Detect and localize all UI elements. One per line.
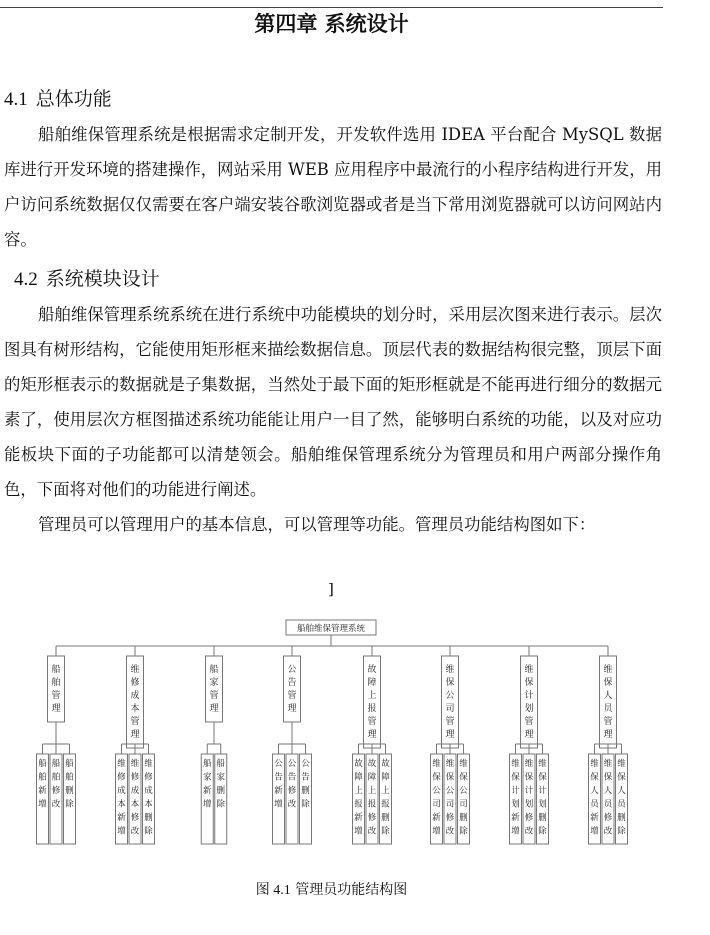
module-label-char: 保 <box>445 678 455 688</box>
module-label-char: 成 <box>130 691 140 701</box>
module-label-char: 维 <box>130 665 140 675</box>
leaf-label-char: 增 <box>274 799 283 810</box>
leaf-label-char: 维 <box>603 759 613 769</box>
module-label-char: 理 <box>209 704 219 714</box>
module-label-char: 家 <box>209 678 219 688</box>
chapter-title: 第四章 系统设计 <box>254 12 409 36</box>
leaf-label-char: 除 <box>381 826 390 837</box>
leaf-label-char: 故 <box>367 759 377 769</box>
leaf-label-char: 改 <box>130 826 140 837</box>
leaf-label-char: 新 <box>38 786 47 796</box>
leaf-label-char: 报 <box>367 799 377 810</box>
module-label-char: 理 <box>130 730 140 740</box>
module-label-char: 管 <box>51 691 61 701</box>
section-title: 总体功能 <box>35 88 112 110</box>
leaf-label-char: 维 <box>524 759 534 769</box>
leaf-label-char: 舶 <box>65 772 74 783</box>
leaf-label-char: 修 <box>445 813 455 823</box>
leaf-label-char: 保 <box>524 772 534 783</box>
leaf-label-char: 上 <box>367 786 377 796</box>
module-label-char: 管 <box>524 717 534 727</box>
leaf-label-char: 修 <box>130 813 140 823</box>
leaf-label-char: 员 <box>617 799 626 810</box>
module-label-char: 告 <box>287 678 297 688</box>
leaf-label-char: 公 <box>445 786 455 796</box>
module-label-char: 管 <box>130 717 140 727</box>
leaf-label-char: 船 <box>202 759 212 769</box>
section-title: 系统模块设计 <box>45 268 160 290</box>
leaf-label-char: 除 <box>301 799 310 810</box>
leaf-label-char: 除 <box>538 826 547 837</box>
figure-title: 管理员功能结构图 <box>295 882 408 898</box>
leaf-label-char: 计 <box>538 786 547 796</box>
leaf-label-char: 保 <box>538 772 547 783</box>
leaf-label-char: 舶 <box>51 772 61 783</box>
module-label-char: 人 <box>603 691 613 701</box>
module-label-char: 公 <box>287 665 297 675</box>
module-label-char: 上 <box>367 691 377 701</box>
leaf-label-char: 除 <box>459 826 468 837</box>
leaf-label-char: 员 <box>603 799 613 810</box>
leaf-label-char: 员 <box>590 799 599 810</box>
leaf-label-char: 改 <box>445 826 455 837</box>
leaf-label-char: 司 <box>459 799 468 810</box>
leaf-label-char: 维 <box>538 759 547 769</box>
leaf-label-char: 除 <box>65 799 74 810</box>
leaf-label-char: 删 <box>617 813 626 823</box>
module-label-char: 理 <box>287 704 297 714</box>
module-label-char: 管 <box>367 717 377 727</box>
leaf-label-char: 保 <box>459 772 468 783</box>
paragraph-module-design: 船舶维保管理系统系统在进行系统中功能模块的划分时，采用层次图来进行表示。层次图具有树形结构，它能使用矩形框来描绘数据信息。顶层代表的数据结构很完整，顶层下面的矩形框表示的数据就是子集数据，当然处于最下面的矩形框就是不能再进行细分的数据元素了，使用层次方框图描述系统功能能让用户一目了然，能够明白系统的功能，以及对应功能板块下面的子功能都可以清楚领会。船舶维保管理系统分为管理员和用户两部分操作角色，下面将对他们的功能进行阐述。 <box>4 305 662 499</box>
module-label-char: 维 <box>603 665 613 675</box>
leaf-label-char: 公 <box>287 759 297 769</box>
leaf-label-char: 新 <box>354 813 363 823</box>
leaf-label-char: 船 <box>65 759 74 769</box>
figure-caption <box>0 879 663 899</box>
module-label-char: 障 <box>367 678 377 688</box>
section-number: 4.1 <box>4 89 28 110</box>
leaf-label-char: 报 <box>381 799 390 810</box>
module-label-char: 计 <box>524 691 534 701</box>
leaf-label-char: 本 <box>144 799 153 810</box>
leaf-label-char: 保 <box>603 772 613 783</box>
leaf-label-char: 维 <box>144 759 153 769</box>
leaf-label-char: 家 <box>216 772 226 783</box>
module-label-char: 理 <box>445 730 455 740</box>
module-label-char: 司 <box>445 704 455 714</box>
module-label-char: 管 <box>445 717 455 727</box>
leaf-label-char: 公 <box>301 759 310 769</box>
leaf-label-char: 修 <box>287 786 297 796</box>
leaf-label-char: 划 <box>511 799 520 810</box>
leaf-label-char: 保 <box>511 772 520 783</box>
leaf-label-char: 修 <box>603 813 613 823</box>
module-label-char: 公 <box>445 691 455 701</box>
section-number: 4.2 <box>14 269 38 290</box>
leaf-label-char: 上 <box>381 786 390 796</box>
leaf-label-char: 舶 <box>38 772 47 783</box>
module-label-char: 理 <box>367 730 377 740</box>
leaf-label-char: 除 <box>144 826 153 837</box>
module-label-char: 船 <box>209 665 219 675</box>
leaf-label-char: 改 <box>51 799 61 810</box>
stray-bracket: ] <box>328 580 334 598</box>
function-structure-diagram <box>0 610 663 850</box>
leaf-label-char: 修 <box>367 813 377 823</box>
leaf-label-char: 本 <box>117 799 126 810</box>
module-label-char: 本 <box>130 704 140 714</box>
module-label-char: 故 <box>367 665 377 675</box>
root-label: 船舶维保管理系统 <box>296 624 366 634</box>
leaf-label-char: 保 <box>590 772 599 783</box>
leaf-label-char: 改 <box>287 799 297 810</box>
leaf-label-char: 删 <box>538 813 547 823</box>
module-label-char: 维 <box>445 665 455 675</box>
leaf-label-char: 除 <box>617 826 626 837</box>
leaf-label-char: 维 <box>432 759 441 769</box>
module-label-char: 船 <box>51 665 61 675</box>
module-label-char: 保 <box>603 678 613 688</box>
leaf-label-char: 维 <box>130 759 140 769</box>
leaf-label-char: 计 <box>511 786 520 796</box>
leaf-label-char: 维 <box>590 759 599 769</box>
module-label-char: 管 <box>603 717 613 727</box>
leaf-label-char: 告 <box>301 772 310 783</box>
leaf-label-char: 船 <box>51 759 61 769</box>
leaf-label-char: 增 <box>117 826 126 837</box>
leaf-label-char: 保 <box>617 772 626 783</box>
leaf-label-char: 障 <box>381 772 390 783</box>
leaf-label-char: 保 <box>445 772 455 783</box>
leaf-label-char: 成 <box>144 786 153 796</box>
leaf-label-char: 删 <box>381 813 390 823</box>
leaf-label-char: 司 <box>432 799 441 810</box>
module-label-char: 理 <box>524 730 534 740</box>
leaf-label-char: 删 <box>144 813 153 823</box>
leaf-label-char: 增 <box>38 799 47 810</box>
leaf-label-char: 划 <box>524 799 534 810</box>
leaf-label-char: 修 <box>117 772 126 783</box>
leaf-label-char: 计 <box>524 786 534 796</box>
leaf-label-char: 维 <box>117 759 126 769</box>
leaf-label-char: 除 <box>216 799 226 810</box>
leaf-label-char: 故 <box>381 759 390 769</box>
module-label-char: 理 <box>603 730 613 740</box>
paragraph-admin-intro: 管理员可以管理用户的基本信息，可以管理等功能。管理员功能结构图如下： <box>38 515 596 534</box>
module-label-char: 修 <box>130 678 140 688</box>
leaf-label-char: 改 <box>367 826 377 837</box>
leaf-label-char: 报 <box>354 799 363 810</box>
figure-number: 图 4.1 <box>255 883 291 898</box>
leaf-label-char: 本 <box>130 799 140 810</box>
leaf-label-char: 船 <box>38 759 47 769</box>
leaf-label-char: 新 <box>511 813 520 823</box>
module-label-char: 理 <box>51 704 61 714</box>
module-label-char: 管 <box>287 691 297 701</box>
leaf-label-char: 成 <box>117 786 126 796</box>
leaf-label-char: 公 <box>432 786 441 796</box>
leaf-label-char: 修 <box>51 786 61 796</box>
leaf-label-char: 新 <box>590 813 599 823</box>
leaf-label-char: 删 <box>301 786 310 796</box>
leaf-label-char: 删 <box>459 813 468 823</box>
leaf-label-char: 增 <box>202 799 212 810</box>
section-heading-4-1 <box>4 84 112 111</box>
leaf-label-char: 新 <box>202 786 212 796</box>
leaf-label-char: 划 <box>538 799 547 810</box>
leaf-label-char: 家 <box>202 772 212 783</box>
leaf-label-char: 成 <box>130 786 140 796</box>
paragraph-overview: 船舶维保管理系统是根据需求定制开发，开发软件选用 IDEA 平台配合 MySQL 数据库进行开发环境的搭建操作，网站采用 WEB 应用程序中最流行的小程序结构进行开发，用户访问系统数据仅仅需要在客户端安装谷歌浏览器或者是当下常用浏览器就可以访问网站内容。 <box>4 125 662 249</box>
section-heading-4-2 <box>14 264 160 291</box>
leaf-label-char: 增 <box>590 826 599 837</box>
leaf-label-char: 新 <box>117 813 126 823</box>
leaf-label-char: 公 <box>459 786 468 796</box>
leaf-label-char: 增 <box>511 826 520 837</box>
leaf-label-char: 增 <box>354 826 363 837</box>
module-label-char: 保 <box>524 678 534 688</box>
leaf-label-char: 人 <box>603 786 613 796</box>
module-label-char: 划 <box>524 704 534 714</box>
leaf-label-char: 维 <box>445 759 455 769</box>
leaf-label-char: 维 <box>617 759 626 769</box>
module-label-char: 维 <box>524 665 534 675</box>
leaf-label-char: 告 <box>287 772 297 783</box>
leaf-label-char: 司 <box>445 799 455 810</box>
leaf-label-char: 改 <box>603 826 613 837</box>
leaf-label-char: 维 <box>459 759 468 769</box>
leaf-label-char: 上 <box>354 786 363 796</box>
leaf-label-char: 人 <box>617 786 626 796</box>
module-label-char: 管 <box>209 691 219 701</box>
leaf-label-char: 保 <box>432 772 441 783</box>
leaf-label-char: 删 <box>65 786 74 796</box>
leaf-label-char: 障 <box>367 772 377 783</box>
leaf-label-char: 故 <box>354 759 363 769</box>
leaf-label-char: 修 <box>144 772 153 783</box>
leaf-label-char: 改 <box>524 826 534 837</box>
module-label-char: 报 <box>367 704 377 714</box>
leaf-label-char: 船 <box>216 759 226 769</box>
leaf-label-char: 维 <box>511 759 520 769</box>
leaf-label-char: 修 <box>130 772 140 783</box>
leaf-label-char: 人 <box>590 786 599 796</box>
leaf-label-char: 障 <box>354 772 363 783</box>
leaf-label-char: 告 <box>274 772 283 783</box>
leaf-label-char: 新 <box>432 813 441 823</box>
leaf-label-char: 新 <box>274 786 283 796</box>
module-label-char: 舶 <box>51 678 61 688</box>
leaf-label-char: 增 <box>432 826 441 837</box>
leaf-label-char: 删 <box>216 786 226 796</box>
module-label-char: 员 <box>603 704 613 714</box>
leaf-label-char: 修 <box>524 813 534 823</box>
leaf-label-char: 公 <box>274 759 283 769</box>
